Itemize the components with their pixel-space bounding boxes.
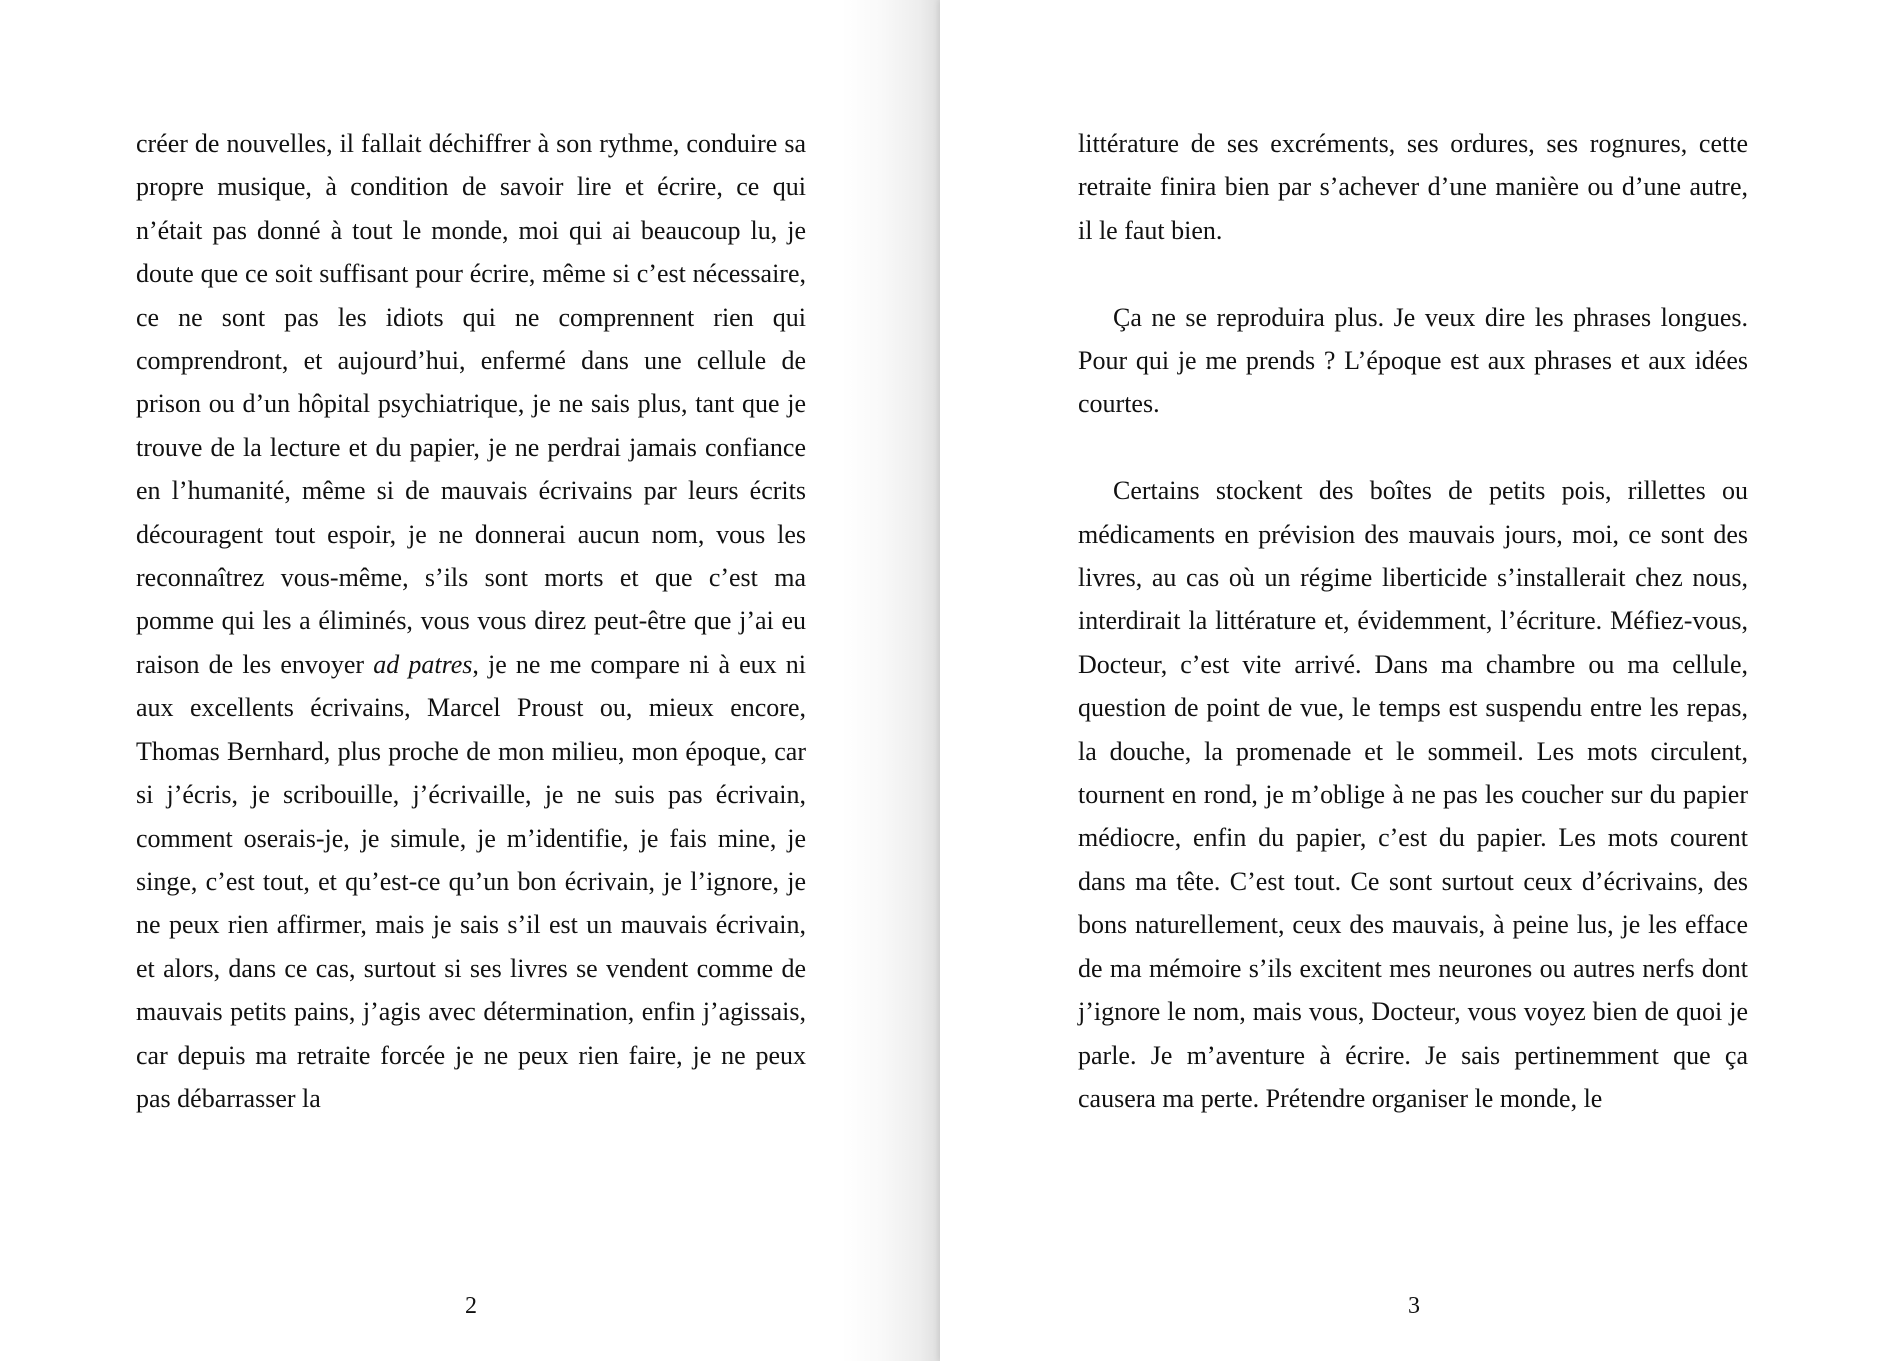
left-page-paragraph (136, 122, 806, 1120)
left-page-number: 2 (465, 1293, 477, 1319)
right-paragraph-2: Ça ne se reproduira plus. Je veux dire les phrases longues. Pour qui je me prends ? L’époque est aux phrases et aux idées courtes. (1078, 302, 1748, 419)
right-paragraph-1: littérature de ses excréments, ses ordures, ses rognures, cette retraite finira bien par s’achever d’une manière ou d’une autre, il le faut bien. (1078, 129, 1748, 245)
left-italic-phrase: ad patres (373, 649, 473, 679)
gutter-shadow (840, 0, 940, 1361)
right-page-body (1078, 122, 1748, 1120)
right-paragraph-3: Certains stockent des boîtes de petits pois, rillettes ou médicaments en prévision des mauvais jours, moi, ce sont des livres, au cas où un régime liberticide s’installerait chez nous, interdirait la littérature et, évidemment, l’écriture. Méfiez-vous, Docteur, c’est vite arrivé. Dans ma chambre ou ma cellule, question de point de vue, le temps est suspendu entre les repas, la douche, la promenade et le sommeil. Les mots circulent, tournent en rond, je m’oblige à ne pas les coucher sur du papier médiocre, enfin du papier, c’est du papier. Les mots courent dans ma tête. C’est tout. Ce sont surtout ceux d’écrivains, des bons naturellement, ceux des mauvais, à peine lus, je les efface de ma mémoire s’ils excitent mes neurones ou autres nerfs dont j’ignore le nom, mais vous, Docteur, vous voyez bien de quoi je parle. Je m’aventure à écrire. Je sais pertinemment que ça causera ma perte. Prétendre organiser le monde, le (1078, 476, 1748, 1113)
right-page-number: 3 (1408, 1293, 1420, 1319)
left-text-after-italic: , je ne me compare ni à eux ni aux excellents écrivains, Marcel Proust ou, mieux encore, Thomas Bernhard, plus proche de mon milieu, mon époque, car si j’écris, je scribouille, j’écrivaille, je ne suis pas écrivain, comment oserais-je, je simule, je m’identifie, je fais mine, je singe, c’est tout, et qu’est-ce qu’un bon écrivain, je l’ignore, je ne peux rien affirmer, mais je sais s’il est un mauvais écrivain, et alors, dans ce cas, surtout si ses livres se vendent comme de mauvais petits pains, j’agis avec détermination, enfin j’agissais, car depuis ma retraite forcée je ne peux rien faire, je ne peux pas débarrasser la (136, 649, 806, 1113)
left-page-body (136, 122, 806, 1120)
left-text-before-italic: créer de nouvelles, il fallait déchiffrer à son rythme, conduire sa propre musique, à condition de savoir lire et écrire, ce qui n’était pas donné à tout le monde, moi qui ai beaucoup lu, je doute que ce soit suffisant pour écrire, même si c’est nécessaire, ce ne sont pas les idiots qui ne comprennent rien qui comprendront, et aujourd’hui, enfermé dans une cellule de prison ou d’un hôpital psychiatrique, je ne sais plus, tant que je trouve de la lecture et du papier, je ne perdrai jamais confiance en l’humanité, même si de mauvais écrivains par leurs écrits découragent tout espoir, je ne donnerai aucun nom, vous les reconnaîtrez vous-même, s’ils sont morts et que c’est ma pomme qui les a éliminés, vous vous direz peut-être que j’ai eu raison de les envoyer (136, 129, 806, 679)
